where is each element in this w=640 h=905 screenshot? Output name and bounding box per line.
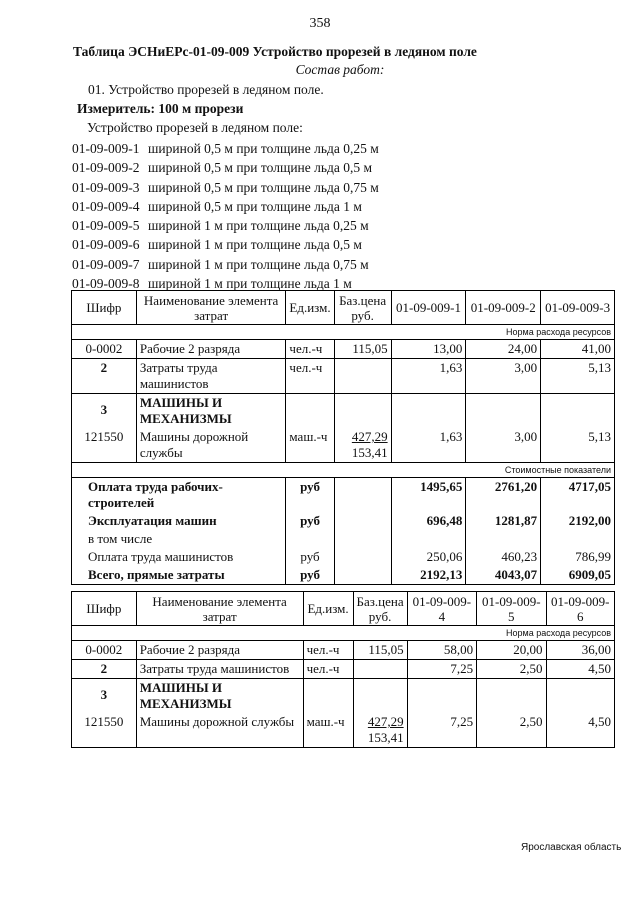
row-price: [353, 713, 407, 748]
row-value: 5,13: [541, 428, 615, 463]
row-value: 7,25: [407, 660, 476, 679]
code-list-item: [72, 197, 379, 216]
cost-indicators-note: Стоимостные показатели: [72, 463, 615, 478]
header-price: Баз.цена руб.: [353, 592, 407, 626]
row-value: [546, 679, 614, 714]
row-value: 7,25: [407, 713, 476, 748]
row-value: [391, 394, 466, 429]
row-value: 3,00: [466, 359, 541, 394]
cost-value: 4043,07: [466, 566, 541, 585]
cost-value: 1281,87: [466, 512, 541, 530]
cost-row: [72, 478, 615, 513]
row-value: 58,00: [407, 641, 476, 660]
table-row: [72, 660, 615, 679]
code-list: [72, 139, 379, 293]
row-price: [334, 428, 391, 463]
cost-value: 460,23: [466, 548, 541, 566]
code-value: 01-09-009-3: [72, 179, 140, 195]
cost-name: Оплата труда рабочих-строителей: [72, 478, 286, 513]
row-price: [353, 660, 407, 679]
row-price: 115,05: [353, 641, 407, 660]
row-price: [334, 359, 391, 394]
code-value: 01-09-009-6: [72, 237, 140, 253]
row-code: 0-0002: [72, 340, 137, 359]
header-price: Баз.цена руб.: [334, 291, 391, 325]
header-unit: Ед.изм.: [303, 592, 353, 626]
row-value: [541, 394, 615, 429]
row-unit: [303, 679, 353, 714]
code-list-item: [72, 139, 379, 158]
row-code: 2: [72, 660, 137, 679]
code-list-item: [72, 178, 379, 197]
header-name: Наименование элемента затрат: [136, 291, 286, 325]
cost-price: [334, 530, 391, 548]
row-code: 3: [72, 679, 137, 714]
code-desc: шириной 1 м при толщине льда 0,5 м: [148, 237, 362, 253]
cost-row: [72, 548, 615, 566]
code-value: 01-09-009-2: [72, 160, 140, 176]
resource-table-2: [71, 591, 615, 748]
resource-table-1: [71, 290, 615, 585]
meter-line: Измеритель: 100 м прорези: [77, 101, 244, 116]
cost-price: [334, 478, 391, 513]
code-value: 01-09-009-1: [72, 141, 140, 156]
cost-value: [391, 530, 466, 548]
row-code: 2: [72, 359, 137, 394]
row-value: 1,63: [391, 428, 466, 463]
cost-unit: [286, 530, 334, 548]
cost-unit: руб: [286, 478, 334, 513]
header-unit: Ед.изм.: [286, 291, 334, 325]
table-row: [72, 394, 615, 429]
code-desc: шириной 0,5 м при толщине льда 0,75 м: [148, 179, 379, 195]
cost-name: в том числе: [72, 530, 286, 548]
row-code: 3: [72, 394, 137, 429]
header-col-1: 01-09-009-1: [391, 291, 466, 325]
row-name: Затраты труда машинистов: [136, 660, 303, 679]
row-unit: чел.-ч: [303, 641, 353, 660]
row-name: Затраты труда машинистов: [136, 359, 286, 394]
table-row: [72, 713, 615, 748]
cost-name: Оплата труда машинистов: [72, 548, 286, 566]
code-desc: шириной 1 м при толщине льда 0,25 м: [148, 218, 369, 234]
cost-value: 696,48: [391, 512, 466, 530]
code-list-item: [72, 158, 379, 177]
row-value: 1,63: [391, 359, 466, 394]
cost-value: [541, 530, 615, 548]
table-row: [72, 641, 615, 660]
cost-unit: руб: [286, 548, 334, 566]
header-code: Шифр: [72, 592, 137, 626]
price-top: 427,29: [367, 714, 404, 729]
cost-value: 2761,20: [466, 478, 541, 513]
row-price: [353, 679, 407, 714]
code-value: 01-09-009-8: [72, 276, 140, 292]
work-composition-heading: Состав работ:: [295, 62, 385, 77]
row-value: 36,00: [546, 641, 614, 660]
cost-value: 2192,13: [391, 566, 466, 585]
code-desc: шириной 0,5 м при толщине льда 1 м: [148, 198, 362, 214]
price-bottom: 153,41: [351, 445, 388, 460]
row-unit: маш.-ч: [303, 713, 353, 748]
code-desc: шириной 0,5 м при толщине льда 0,5 м: [148, 160, 373, 176]
price-top: 427,29: [351, 429, 388, 444]
row-value: 41,00: [541, 340, 615, 359]
row-name: МАШИНЫ И МЕХАНИЗМЫ: [136, 394, 286, 429]
code-list-item: [72, 216, 379, 235]
code-desc: шириной 1 м при толщине льда 1 м: [148, 276, 352, 292]
row-name: Рабочие 2 разряда: [136, 340, 286, 359]
table-row: [72, 679, 615, 714]
cost-row: [72, 512, 615, 530]
header-col-5: 01-09-009-5: [477, 592, 546, 626]
cost-price: [334, 548, 391, 566]
row-unit: маш.-ч: [286, 428, 334, 463]
row-name: Рабочие 2 разряда: [136, 641, 303, 660]
intro-line: Устройство прорезей в ледяном поле:: [87, 120, 303, 135]
table-row: [72, 359, 615, 394]
row-value: 3,00: [466, 428, 541, 463]
page-number: 358: [309, 16, 331, 31]
cost-value: 4717,05: [541, 478, 615, 513]
code-list-item: [72, 235, 379, 254]
code-value: 01-09-009-4: [72, 198, 140, 214]
row-unit: чел.-ч: [286, 359, 334, 394]
resource-norm-note: Норма расхода ресурсов: [72, 626, 615, 641]
row-value: 4,50: [546, 713, 614, 748]
row-value: 24,00: [466, 340, 541, 359]
header-name: Наименование элемента затрат: [136, 592, 303, 626]
price-bottom: 153,41: [367, 730, 404, 745]
cost-name: Эксплуатация машин: [72, 512, 286, 530]
cost-value: [466, 530, 541, 548]
code-desc: шириной 1 м при толщине льда 0,75 м: [148, 256, 369, 272]
header-col-4: 01-09-009-4: [407, 592, 476, 626]
code-list-item: [72, 255, 379, 274]
row-value: [477, 679, 546, 714]
table-title: Таблица ЭСНиЕРс-01-09-009 Устройство прорезей в ледяном поле: [73, 44, 477, 59]
row-value: 5,13: [541, 359, 615, 394]
row-value: 4,50: [546, 660, 614, 679]
row-value: 20,00: [477, 641, 546, 660]
row-code: 0-0002: [72, 641, 137, 660]
cost-unit: руб: [286, 566, 334, 585]
cost-row: [72, 530, 615, 548]
cost-price: [334, 512, 391, 530]
cost-value: 786,99: [541, 548, 615, 566]
cost-row: [72, 566, 615, 585]
row-code: 121550: [72, 713, 137, 748]
row-price: [334, 394, 391, 429]
cost-value: 1495,65: [391, 478, 466, 513]
cost-value: 6909,05: [541, 566, 615, 585]
header-col-3: 01-09-009-3: [541, 291, 615, 325]
row-code: 121550: [72, 428, 137, 463]
row-name: Машины дорожной службы: [136, 428, 286, 463]
cost-value: 250,06: [391, 548, 466, 566]
row-unit: [286, 394, 334, 429]
code-desc: шириной 0,5 м при толщине льда 0,25 м: [148, 141, 379, 156]
row-value: 2,50: [477, 713, 546, 748]
row-name: МАШИНЫ И МЕХАНИЗМЫ: [136, 679, 303, 714]
cost-value: 2192,00: [541, 512, 615, 530]
header-code: Шифр: [72, 291, 137, 325]
cost-name: Всего, прямые затраты: [72, 566, 286, 585]
header-col-6: 01-09-009-6: [546, 592, 614, 626]
row-value: [466, 394, 541, 429]
row-unit: чел.-ч: [286, 340, 334, 359]
table-row: [72, 340, 615, 359]
work-item: 01. Устройство прорезей в ледяном поле.: [88, 82, 324, 97]
header-col-2: 01-09-009-2: [466, 291, 541, 325]
footer-region: Ярославская область: [521, 842, 622, 853]
row-value: [407, 679, 476, 714]
code-value: 01-09-009-7: [72, 256, 140, 272]
resource-norm-note: Норма расхода ресурсов: [72, 325, 615, 340]
cost-unit: руб: [286, 512, 334, 530]
code-value: 01-09-009-5: [72, 218, 140, 234]
row-value: 13,00: [391, 340, 466, 359]
row-unit: чел.-ч: [303, 660, 353, 679]
table-row: [72, 428, 615, 463]
row-price: 115,05: [334, 340, 391, 359]
row-name: Машины дорожной службы: [136, 713, 303, 748]
cost-price: [334, 566, 391, 585]
row-value: 2,50: [477, 660, 546, 679]
